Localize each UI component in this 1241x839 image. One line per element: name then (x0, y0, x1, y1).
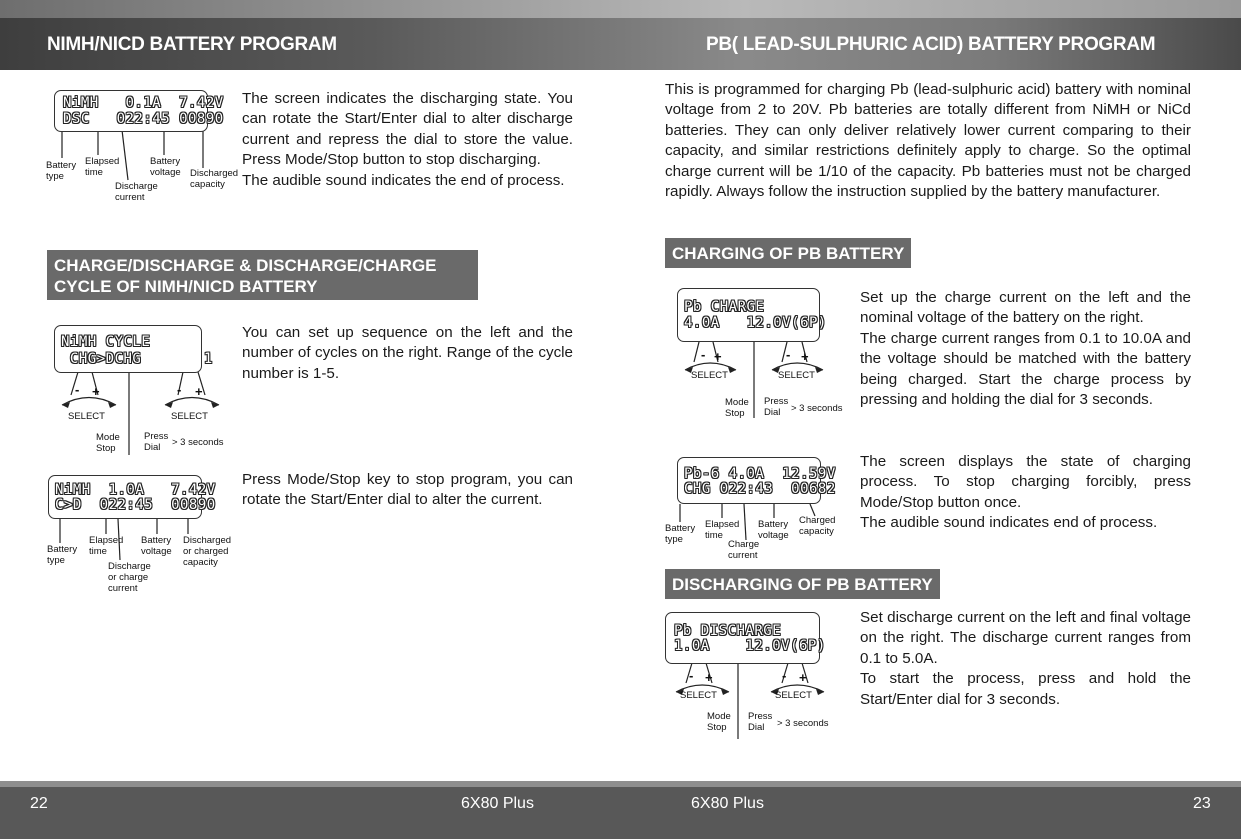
plus-sign: + (714, 349, 722, 364)
label-elapsed-time: Elapsed time (705, 519, 740, 541)
minus-sign: - (786, 347, 791, 362)
discharge-setup-paragraph-1: Set discharge current on the left and final voltage on the right. The discharge current ranges from 0.1 to 5.0A. (860, 609, 1191, 667)
plus-sign: + (92, 384, 100, 399)
mode-stop-label: Mode Stop (96, 432, 120, 454)
right-model-name: 6X80 Plus (691, 795, 764, 812)
minus-sign: - (75, 382, 80, 397)
lcd-line-1: Pb-6 4.0A 12.59V (684, 466, 836, 482)
label-charged-capacity: Charged capacity (799, 515, 836, 537)
lcd-line-1: NiMH 0.1A 7.42V (63, 95, 224, 111)
lcd-pb-charging (677, 457, 836, 504)
select-left-label: SELECT (691, 370, 728, 381)
lcd-line-2: DSC 022:45 00890 (63, 111, 224, 127)
minus-sign: - (701, 347, 706, 362)
label-battery-voltage: Battery voltage (758, 519, 789, 541)
lcd-nimh-discharge (54, 90, 224, 132)
charge-setup-description (860, 288, 1191, 410)
lcd-line-2: CHG 022:43 00682 (684, 481, 836, 497)
lcd-nimh-cycle (54, 325, 213, 373)
cycle-section-heading: CHARGE/DISCHARGE & DISCHARGE/CHARGE CYCLE OF NIMH/NICD BATTERY (47, 250, 478, 300)
select-right-label: SELECT (778, 370, 815, 381)
plus-sign: + (799, 670, 807, 685)
pb-intro-paragraph: This is programmed for charging Pb (lead-sulphuric acid) battery with nominal voltage from 2 to 20V. Pb batteries are totally different from NiMH or NiCd batteries. They can only deliver relatively lower current comparing to their capacity, and similar restrictions definitely apply to charge. So the optimal charge current will be 1/10 of the capacity. Pb batteries must not be charged rapidly. Always follow the instruction supplied by the battery manufacturer. (665, 81, 1191, 201)
label-elapsed-time: Elapsed time (85, 156, 120, 178)
label-battery-voltage: Battery voltage (150, 156, 181, 178)
pb-intro (665, 80, 1191, 202)
select-right-label: SELECT (171, 411, 208, 422)
lcd-line-2: 1.0A 12.0V(6P) (674, 638, 826, 654)
label-battery-type: Battery type (47, 544, 78, 566)
seconds-label: > 3 seconds (777, 718, 829, 729)
label-charge-current: Charge current (728, 539, 760, 561)
lcd-line-2: CHG>DCHG 1 (61, 351, 213, 367)
lcd-pb-charge-setup (677, 288, 827, 342)
minus-sign: - (177, 382, 182, 397)
select-left-label: SELECT (68, 411, 105, 422)
mode-stop-label: Mode Stop (725, 397, 749, 419)
minus-sign: - (689, 668, 694, 683)
minus-sign: - (782, 668, 787, 683)
plus-sign: + (705, 670, 713, 685)
charge-setup-paragraph-2: The charge current ranges from 0.1 to 10.0A and the voltage should be matched with the battery being charged. Start the charge process by pressing and holding the dial for 3 seconds. (860, 329, 1191, 409)
cycle-paragraph: You can set up sequence on the left and the number of cycles on the right. Range of the cycle number is 1-5. (242, 324, 573, 382)
discharge-description (242, 89, 573, 191)
cycle-description (242, 323, 573, 384)
select-right-label: SELECT (775, 690, 812, 701)
label-discharged-or-charged-capacity: Discharged or charged capacity (183, 535, 232, 568)
lcd-line-2: C>D 022:45 00890 (55, 497, 216, 513)
charge-run-paragraph-1: The screen displays the state of charging process. To stop charging forcibly, press Mode/Stop button once. (860, 453, 1191, 511)
right-page-title: PB( LEAD-SULPHURIC ACID) BATTERY PROGRAM (706, 34, 1156, 55)
cycle-run-description (242, 470, 573, 511)
lcd-line-1: Pb DISCHARGE (674, 623, 782, 639)
press-dial-label: Press Dial (764, 396, 789, 418)
press-dial-label: Press Dial (748, 711, 773, 733)
select-left-label: SELECT (680, 690, 717, 701)
left-model-name: 6X80 Plus (461, 795, 534, 812)
plus-sign: + (195, 384, 203, 399)
mode-stop-label: Mode Stop (707, 711, 731, 733)
seconds-label: > 3 seconds (172, 437, 224, 448)
lcd-line-1: Pb CHARGE (684, 299, 765, 315)
charging-section-heading: CHARGING OF PB BATTERY (665, 238, 911, 268)
cycle-run-paragraph: Press Mode/Stop key to stop program, you can rotate the Start/Enter dial to alter the current. (242, 471, 573, 509)
left-page-number: 22 (30, 795, 48, 812)
charge-setup-paragraph-1: Set up the charge current on the left and the nominal voltage of the battery on the right. (860, 289, 1191, 327)
lcd-line-1: NiMH CYCLE (61, 334, 151, 350)
right-page-number: 23 (1193, 795, 1211, 812)
discharge-setup-description (860, 608, 1191, 710)
lcd-line-2: 4.0A 12.0V(6P) (684, 315, 827, 331)
discharge-paragraph-1: The screen indicates the discharging state. You can rotate the Start/Enter dial to alter discharge current and repress the dial to store the value. Press Mode/Stop button to stop discharging. (242, 90, 573, 169)
charge-run-paragraph-2: The audible sound indicates end of process. (860, 514, 1158, 532)
label-battery-type: Battery type (46, 160, 77, 182)
label-discharge-current: Discharge current (115, 181, 158, 203)
press-dial-label: Press Dial (144, 431, 169, 453)
discharge-setup-paragraph-2: To start the process, press and hold the Start/Enter dial for 3 seconds. (860, 670, 1191, 708)
label-battery-type: Battery type (665, 523, 696, 545)
label-discharged-capacity: Discharged capacity (190, 168, 239, 190)
discharge-paragraph-2: The audible sound indicates the end of process. (242, 171, 565, 189)
lcd-line-1: NiMH 1.0A 7.42V (55, 482, 216, 498)
discharging-section-heading: DISCHARGING OF PB BATTERY (665, 569, 940, 599)
label-discharge-or-charge-current: Discharge or charge current (108, 561, 151, 594)
left-page-title: NIMH/NICD BATTERY PROGRAM (47, 34, 337, 55)
plus-sign: + (801, 349, 809, 364)
lcd-pb-discharge-setup (665, 612, 826, 664)
seconds-label: > 3 seconds (791, 403, 843, 414)
label-battery-voltage: Battery voltage (141, 535, 172, 557)
label-elapsed-time: Elapsed time (89, 535, 124, 557)
lcd-nimh-cycle-running (48, 475, 216, 519)
charge-run-description (860, 452, 1191, 534)
